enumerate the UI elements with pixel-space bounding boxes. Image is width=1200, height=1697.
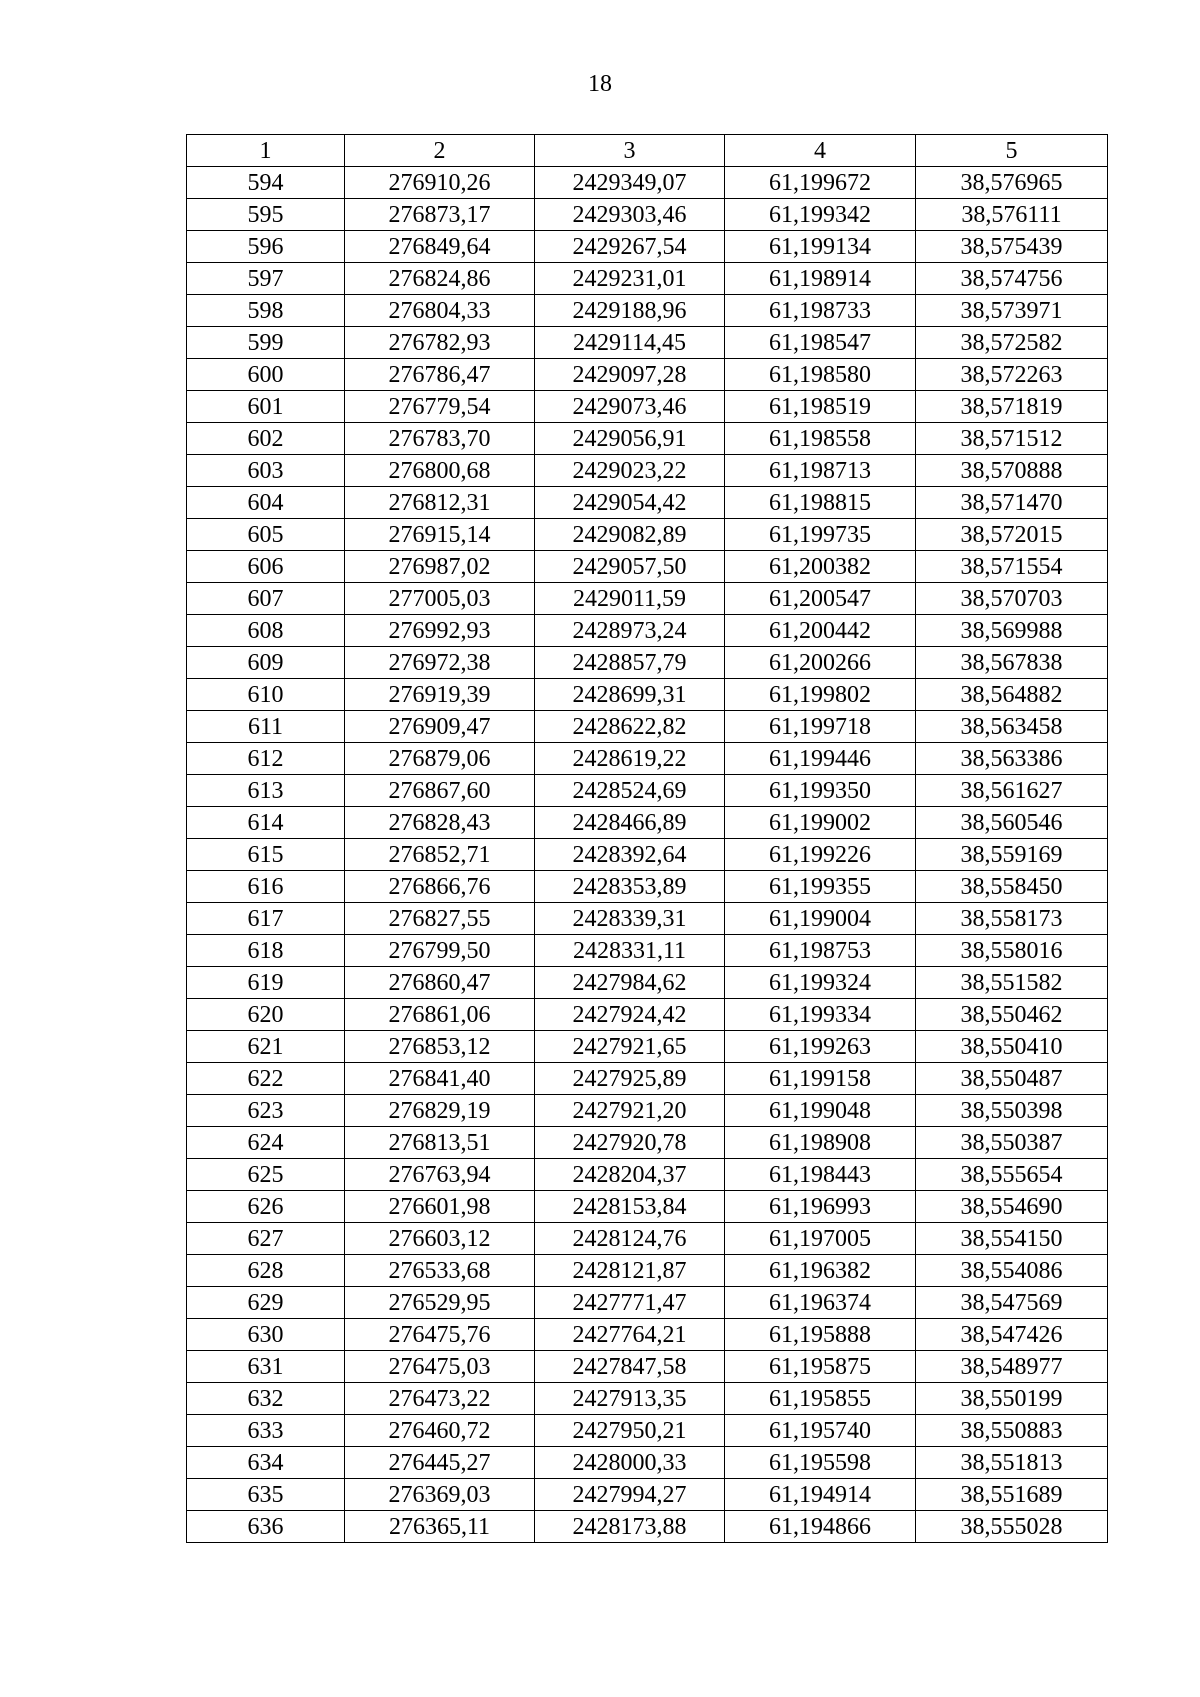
x-coordinate-cell: 276828,43 xyxy=(345,807,535,839)
page-number: 18 xyxy=(588,71,612,97)
x-coordinate-cell: 276475,76 xyxy=(345,1319,535,1351)
longitude-cell: 38,563386 xyxy=(916,743,1108,775)
y-coordinate-cell: 2427921,20 xyxy=(535,1095,725,1127)
table-row xyxy=(187,1447,1108,1479)
table-row xyxy=(187,583,1108,615)
point-number-cell: 635 xyxy=(187,1479,345,1511)
table-row xyxy=(187,775,1108,807)
x-coordinate-cell: 276460,72 xyxy=(345,1415,535,1447)
y-coordinate-cell: 2428121,87 xyxy=(535,1255,725,1287)
latitude-cell: 61,200442 xyxy=(725,615,916,647)
table-row xyxy=(187,1319,1108,1351)
longitude-cell: 38,550883 xyxy=(916,1415,1108,1447)
latitude-cell: 61,199334 xyxy=(725,999,916,1031)
x-coordinate-cell: 276879,06 xyxy=(345,743,535,775)
longitude-cell: 38,550199 xyxy=(916,1383,1108,1415)
point-number-cell: 607 xyxy=(187,583,345,615)
longitude-cell: 38,555654 xyxy=(916,1159,1108,1191)
y-coordinate-cell: 2428622,82 xyxy=(535,711,725,743)
latitude-cell: 61,199802 xyxy=(725,679,916,711)
table-row xyxy=(187,1479,1108,1511)
table-row xyxy=(187,231,1108,263)
point-number-cell: 621 xyxy=(187,1031,345,1063)
longitude-cell: 38,570703 xyxy=(916,583,1108,615)
longitude-cell: 38,550410 xyxy=(916,1031,1108,1063)
y-coordinate-cell: 2429023,22 xyxy=(535,455,725,487)
longitude-cell: 38,559169 xyxy=(916,839,1108,871)
x-coordinate-cell: 276783,70 xyxy=(345,423,535,455)
latitude-cell: 61,199324 xyxy=(725,967,916,999)
point-number-cell: 620 xyxy=(187,999,345,1031)
point-number-cell: 595 xyxy=(187,199,345,231)
latitude-cell: 61,200266 xyxy=(725,647,916,679)
point-number-cell: 596 xyxy=(187,231,345,263)
longitude-cell: 38,560546 xyxy=(916,807,1108,839)
longitude-cell: 38,572015 xyxy=(916,519,1108,551)
table-row xyxy=(187,327,1108,359)
y-coordinate-cell: 2427950,21 xyxy=(535,1415,725,1447)
y-coordinate-cell: 2428466,89 xyxy=(535,807,725,839)
x-coordinate-cell: 276972,38 xyxy=(345,647,535,679)
table-row xyxy=(187,743,1108,775)
table-row xyxy=(187,1287,1108,1319)
table-row xyxy=(187,1351,1108,1383)
x-coordinate-cell: 276601,98 xyxy=(345,1191,535,1223)
table-row xyxy=(187,871,1108,903)
longitude-cell: 38,555028 xyxy=(916,1511,1108,1543)
longitude-cell: 38,561627 xyxy=(916,775,1108,807)
table-row xyxy=(187,1127,1108,1159)
longitude-cell: 38,567838 xyxy=(916,647,1108,679)
table-row xyxy=(187,167,1108,199)
point-number-cell: 634 xyxy=(187,1447,345,1479)
table-row xyxy=(187,1191,1108,1223)
latitude-cell: 61,198753 xyxy=(725,935,916,967)
column-header-4: 4 xyxy=(725,135,916,167)
y-coordinate-cell: 2428857,79 xyxy=(535,647,725,679)
longitude-cell: 38,575439 xyxy=(916,231,1108,263)
table-row xyxy=(187,1159,1108,1191)
point-number-cell: 597 xyxy=(187,263,345,295)
latitude-cell: 61,199226 xyxy=(725,839,916,871)
latitude-cell: 61,199735 xyxy=(725,519,916,551)
table-row xyxy=(187,1255,1108,1287)
point-number-cell: 631 xyxy=(187,1351,345,1383)
latitude-cell: 61,199002 xyxy=(725,807,916,839)
point-number-cell: 616 xyxy=(187,871,345,903)
longitude-cell: 38,547569 xyxy=(916,1287,1108,1319)
y-coordinate-cell: 2427994,27 xyxy=(535,1479,725,1511)
longitude-cell: 38,554690 xyxy=(916,1191,1108,1223)
y-coordinate-cell: 2429073,46 xyxy=(535,391,725,423)
longitude-cell: 38,576965 xyxy=(916,167,1108,199)
latitude-cell: 61,198713 xyxy=(725,455,916,487)
point-number-cell: 608 xyxy=(187,615,345,647)
x-coordinate-cell: 276782,93 xyxy=(345,327,535,359)
point-number-cell: 594 xyxy=(187,167,345,199)
longitude-cell: 38,572582 xyxy=(916,327,1108,359)
table-row xyxy=(187,1383,1108,1415)
x-coordinate-cell: 276909,47 xyxy=(345,711,535,743)
longitude-cell: 38,569988 xyxy=(916,615,1108,647)
longitude-cell: 38,574756 xyxy=(916,263,1108,295)
x-coordinate-cell: 276369,03 xyxy=(345,1479,535,1511)
latitude-cell: 61,198908 xyxy=(725,1127,916,1159)
point-number-cell: 614 xyxy=(187,807,345,839)
longitude-cell: 38,564882 xyxy=(916,679,1108,711)
latitude-cell: 61,198519 xyxy=(725,391,916,423)
y-coordinate-cell: 2429114,45 xyxy=(535,327,725,359)
table-header xyxy=(187,135,1108,167)
longitude-cell: 38,570888 xyxy=(916,455,1108,487)
latitude-cell: 61,199134 xyxy=(725,231,916,263)
point-number-cell: 618 xyxy=(187,935,345,967)
longitude-cell: 38,558016 xyxy=(916,935,1108,967)
x-coordinate-cell: 276813,51 xyxy=(345,1127,535,1159)
table-row xyxy=(187,807,1108,839)
table-row xyxy=(187,935,1108,967)
longitude-cell: 38,558450 xyxy=(916,871,1108,903)
point-number-cell: 632 xyxy=(187,1383,345,1415)
y-coordinate-cell: 2429349,07 xyxy=(535,167,725,199)
x-coordinate-cell: 276987,02 xyxy=(345,551,535,583)
latitude-cell: 61,195875 xyxy=(725,1351,916,1383)
table-row xyxy=(187,1415,1108,1447)
latitude-cell: 61,195598 xyxy=(725,1447,916,1479)
y-coordinate-cell: 2427920,78 xyxy=(535,1127,725,1159)
latitude-cell: 61,199263 xyxy=(725,1031,916,1063)
point-number-cell: 619 xyxy=(187,967,345,999)
point-number-cell: 609 xyxy=(187,647,345,679)
latitude-cell: 61,199672 xyxy=(725,167,916,199)
longitude-cell: 38,548977 xyxy=(916,1351,1108,1383)
latitude-cell: 61,198815 xyxy=(725,487,916,519)
header-row xyxy=(187,135,1108,167)
longitude-cell: 38,551689 xyxy=(916,1479,1108,1511)
point-number-cell: 611 xyxy=(187,711,345,743)
x-coordinate-cell: 276779,54 xyxy=(345,391,535,423)
y-coordinate-cell: 2429231,01 xyxy=(535,263,725,295)
x-coordinate-cell: 276473,22 xyxy=(345,1383,535,1415)
latitude-cell: 61,197005 xyxy=(725,1223,916,1255)
y-coordinate-cell: 2427847,58 xyxy=(535,1351,725,1383)
longitude-cell: 38,573971 xyxy=(916,295,1108,327)
x-coordinate-cell: 276475,03 xyxy=(345,1351,535,1383)
point-number-cell: 599 xyxy=(187,327,345,359)
longitude-cell: 38,558173 xyxy=(916,903,1108,935)
table-row xyxy=(187,551,1108,583)
longitude-cell: 38,571554 xyxy=(916,551,1108,583)
latitude-cell: 61,199158 xyxy=(725,1063,916,1095)
x-coordinate-cell: 276860,47 xyxy=(345,967,535,999)
y-coordinate-cell: 2428000,33 xyxy=(535,1447,725,1479)
table-row xyxy=(187,1063,1108,1095)
y-coordinate-cell: 2427764,21 xyxy=(535,1319,725,1351)
latitude-cell: 61,199355 xyxy=(725,871,916,903)
latitude-cell: 61,194866 xyxy=(725,1511,916,1543)
latitude-cell: 61,199048 xyxy=(725,1095,916,1127)
y-coordinate-cell: 2428339,31 xyxy=(535,903,725,935)
point-number-cell: 604 xyxy=(187,487,345,519)
y-coordinate-cell: 2428204,37 xyxy=(535,1159,725,1191)
y-coordinate-cell: 2428392,64 xyxy=(535,839,725,871)
x-coordinate-cell: 276867,60 xyxy=(345,775,535,807)
point-number-cell: 612 xyxy=(187,743,345,775)
x-coordinate-cell: 276841,40 xyxy=(345,1063,535,1095)
x-coordinate-cell: 276445,27 xyxy=(345,1447,535,1479)
latitude-cell: 61,200382 xyxy=(725,551,916,583)
latitude-cell: 61,198547 xyxy=(725,327,916,359)
point-number-cell: 623 xyxy=(187,1095,345,1127)
longitude-cell: 38,576111 xyxy=(916,199,1108,231)
point-number-cell: 615 xyxy=(187,839,345,871)
point-number-cell: 636 xyxy=(187,1511,345,1543)
table-row xyxy=(187,359,1108,391)
x-coordinate-cell: 276919,39 xyxy=(345,679,535,711)
column-header-1: 1 xyxy=(187,135,345,167)
table-body xyxy=(187,167,1108,1543)
x-coordinate-cell: 276799,50 xyxy=(345,935,535,967)
longitude-cell: 38,571512 xyxy=(916,423,1108,455)
table-row xyxy=(187,839,1108,871)
longitude-cell: 38,571470 xyxy=(916,487,1108,519)
y-coordinate-cell: 2428353,89 xyxy=(535,871,725,903)
point-number-cell: 629 xyxy=(187,1287,345,1319)
x-coordinate-cell: 276800,68 xyxy=(345,455,535,487)
latitude-cell: 61,198914 xyxy=(725,263,916,295)
longitude-cell: 38,550487 xyxy=(916,1063,1108,1095)
x-coordinate-cell: 277005,03 xyxy=(345,583,535,615)
longitude-cell: 38,571819 xyxy=(916,391,1108,423)
longitude-cell: 38,550462 xyxy=(916,999,1108,1031)
x-coordinate-cell: 276866,76 xyxy=(345,871,535,903)
longitude-cell: 38,550387 xyxy=(916,1127,1108,1159)
longitude-cell: 38,563458 xyxy=(916,711,1108,743)
point-number-cell: 627 xyxy=(187,1223,345,1255)
y-coordinate-cell: 2428124,76 xyxy=(535,1223,725,1255)
table-row xyxy=(187,615,1108,647)
point-number-cell: 624 xyxy=(187,1127,345,1159)
point-number-cell: 630 xyxy=(187,1319,345,1351)
y-coordinate-cell: 2427771,47 xyxy=(535,1287,725,1319)
table-row xyxy=(187,519,1108,551)
y-coordinate-cell: 2429097,28 xyxy=(535,359,725,391)
latitude-cell: 61,199718 xyxy=(725,711,916,743)
x-coordinate-cell: 276533,68 xyxy=(345,1255,535,1287)
latitude-cell: 61,195740 xyxy=(725,1415,916,1447)
latitude-cell: 61,196993 xyxy=(725,1191,916,1223)
point-number-cell: 610 xyxy=(187,679,345,711)
latitude-cell: 61,200547 xyxy=(725,583,916,615)
x-coordinate-cell: 276365,11 xyxy=(345,1511,535,1543)
y-coordinate-cell: 2427924,42 xyxy=(535,999,725,1031)
y-coordinate-cell: 2428619,22 xyxy=(535,743,725,775)
x-coordinate-cell: 276804,33 xyxy=(345,295,535,327)
table-row xyxy=(187,679,1108,711)
latitude-cell: 61,199004 xyxy=(725,903,916,935)
y-coordinate-cell: 2427925,89 xyxy=(535,1063,725,1095)
column-header-5: 5 xyxy=(916,135,1108,167)
latitude-cell: 61,194914 xyxy=(725,1479,916,1511)
y-coordinate-cell: 2429303,46 xyxy=(535,199,725,231)
y-coordinate-cell: 2429082,89 xyxy=(535,519,725,551)
longitude-cell: 38,572263 xyxy=(916,359,1108,391)
x-coordinate-cell: 276849,64 xyxy=(345,231,535,263)
latitude-cell: 61,195855 xyxy=(725,1383,916,1415)
x-coordinate-cell: 276763,94 xyxy=(345,1159,535,1191)
x-coordinate-cell: 276873,17 xyxy=(345,199,535,231)
point-number-cell: 605 xyxy=(187,519,345,551)
x-coordinate-cell: 276603,12 xyxy=(345,1223,535,1255)
point-number-cell: 628 xyxy=(187,1255,345,1287)
longitude-cell: 38,551582 xyxy=(916,967,1108,999)
latitude-cell: 61,199350 xyxy=(725,775,916,807)
longitude-cell: 38,554150 xyxy=(916,1223,1108,1255)
x-coordinate-cell: 276812,31 xyxy=(345,487,535,519)
longitude-cell: 38,550398 xyxy=(916,1095,1108,1127)
y-coordinate-cell: 2428699,31 xyxy=(535,679,725,711)
point-number-cell: 603 xyxy=(187,455,345,487)
x-coordinate-cell: 276915,14 xyxy=(345,519,535,551)
x-coordinate-cell: 276852,71 xyxy=(345,839,535,871)
table-row xyxy=(187,391,1108,423)
point-number-cell: 633 xyxy=(187,1415,345,1447)
x-coordinate-cell: 276829,19 xyxy=(345,1095,535,1127)
table-row xyxy=(187,1095,1108,1127)
x-coordinate-cell: 276824,86 xyxy=(345,263,535,295)
x-coordinate-cell: 276827,55 xyxy=(345,903,535,935)
table-row xyxy=(187,263,1108,295)
y-coordinate-cell: 2429188,96 xyxy=(535,295,725,327)
y-coordinate-cell: 2429011,59 xyxy=(535,583,725,615)
longitude-cell: 38,554086 xyxy=(916,1255,1108,1287)
y-coordinate-cell: 2429057,50 xyxy=(535,551,725,583)
y-coordinate-cell: 2427984,62 xyxy=(535,967,725,999)
point-number-cell: 598 xyxy=(187,295,345,327)
table-row xyxy=(187,967,1108,999)
x-coordinate-cell: 276992,93 xyxy=(345,615,535,647)
point-number-cell: 626 xyxy=(187,1191,345,1223)
table-row xyxy=(187,647,1108,679)
point-number-cell: 622 xyxy=(187,1063,345,1095)
longitude-cell: 38,547426 xyxy=(916,1319,1108,1351)
y-coordinate-cell: 2428331,11 xyxy=(535,935,725,967)
x-coordinate-cell: 276861,06 xyxy=(345,999,535,1031)
point-number-cell: 600 xyxy=(187,359,345,391)
x-coordinate-cell: 276910,26 xyxy=(345,167,535,199)
y-coordinate-cell: 2428524,69 xyxy=(535,775,725,807)
x-coordinate-cell: 276786,47 xyxy=(345,359,535,391)
point-number-cell: 613 xyxy=(187,775,345,807)
latitude-cell: 61,195888 xyxy=(725,1319,916,1351)
y-coordinate-cell: 2429054,42 xyxy=(535,487,725,519)
coordinates-table xyxy=(186,134,1108,1543)
longitude-cell: 38,551813 xyxy=(916,1447,1108,1479)
point-number-cell: 601 xyxy=(187,391,345,423)
table-row xyxy=(187,295,1108,327)
table-row xyxy=(187,1031,1108,1063)
y-coordinate-cell: 2428173,88 xyxy=(535,1511,725,1543)
point-number-cell: 625 xyxy=(187,1159,345,1191)
latitude-cell: 61,196374 xyxy=(725,1287,916,1319)
table-row xyxy=(187,487,1108,519)
point-number-cell: 606 xyxy=(187,551,345,583)
table-row xyxy=(187,903,1108,935)
y-coordinate-cell: 2427913,35 xyxy=(535,1383,725,1415)
y-coordinate-cell: 2429267,54 xyxy=(535,231,725,263)
latitude-cell: 61,199446 xyxy=(725,743,916,775)
table-row xyxy=(187,999,1108,1031)
x-coordinate-cell: 276529,95 xyxy=(345,1287,535,1319)
table-row xyxy=(187,1223,1108,1255)
table-row xyxy=(187,1511,1108,1543)
latitude-cell: 61,199342 xyxy=(725,199,916,231)
latitude-cell: 61,198733 xyxy=(725,295,916,327)
column-header-3: 3 xyxy=(535,135,725,167)
table-row xyxy=(187,711,1108,743)
y-coordinate-cell: 2428973,24 xyxy=(535,615,725,647)
table-row xyxy=(187,199,1108,231)
y-coordinate-cell: 2427921,65 xyxy=(535,1031,725,1063)
latitude-cell: 61,198558 xyxy=(725,423,916,455)
y-coordinate-cell: 2428153,84 xyxy=(535,1191,725,1223)
latitude-cell: 61,198580 xyxy=(725,359,916,391)
column-header-2: 2 xyxy=(345,135,535,167)
point-number-cell: 602 xyxy=(187,423,345,455)
table-row xyxy=(187,455,1108,487)
latitude-cell: 61,198443 xyxy=(725,1159,916,1191)
table-row xyxy=(187,423,1108,455)
x-coordinate-cell: 276853,12 xyxy=(345,1031,535,1063)
latitude-cell: 61,196382 xyxy=(725,1255,916,1287)
y-coordinate-cell: 2429056,91 xyxy=(535,423,725,455)
point-number-cell: 617 xyxy=(187,903,345,935)
